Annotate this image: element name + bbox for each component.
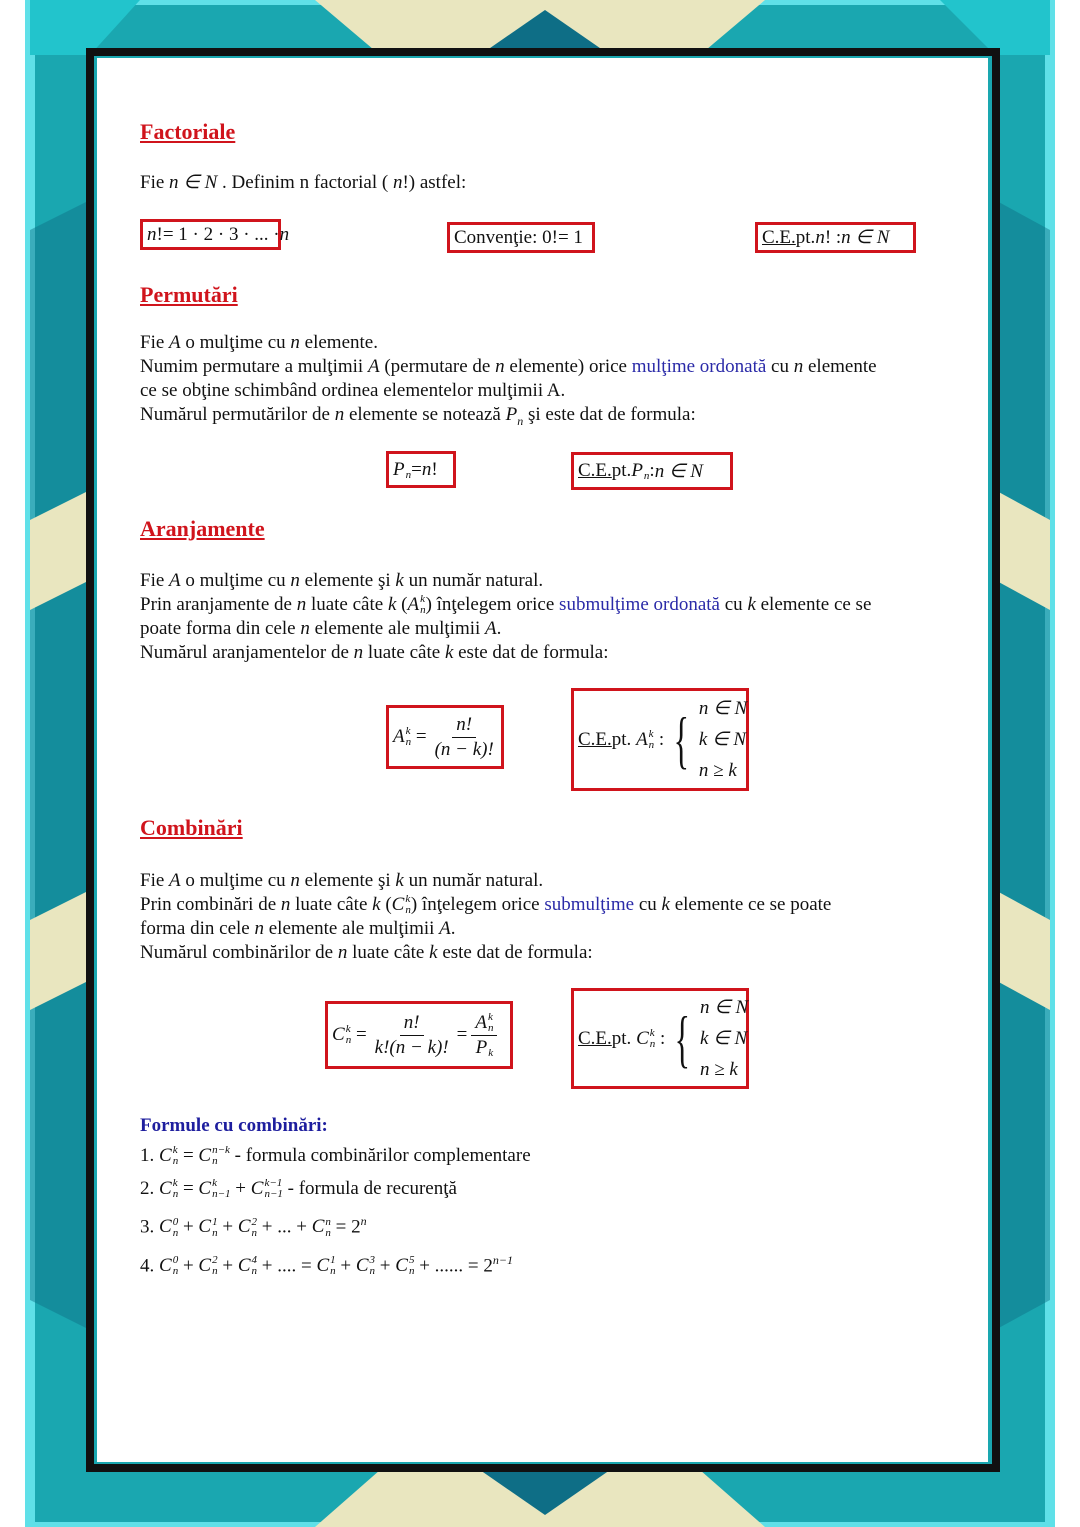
math-var: A [169, 332, 181, 353]
heading-combinari: Combinări [140, 815, 243, 840]
sub: n [405, 468, 412, 481]
condition: n ≥ k [700, 1059, 738, 1080]
formule-list [140, 1140, 531, 1283]
math-var: n [334, 404, 345, 425]
text: este dat de formula: [453, 642, 609, 663]
text: Numărul combinărilor de [140, 942, 338, 963]
math-symbol [159, 1211, 178, 1244]
sup: k [420, 593, 425, 605]
text: şi este dat de formula: [523, 404, 696, 425]
math-var: n [290, 332, 300, 353]
symbol: C [198, 1145, 212, 1166]
ce-label: C.E. [578, 1027, 612, 1049]
text: elemente. [299, 332, 378, 353]
math-var: n [495, 356, 505, 377]
math-var: n [290, 870, 300, 891]
text: Prin aranjamente de [140, 594, 297, 615]
math-symbol [159, 1250, 178, 1283]
sub: n [251, 1226, 257, 1239]
math-var: n [353, 642, 364, 663]
math-var: n [793, 356, 804, 377]
sub: n [405, 904, 411, 916]
symbol: C [159, 1216, 172, 1238]
math-var: n [290, 570, 300, 591]
sub: n [172, 1265, 179, 1278]
math-symbol [159, 1140, 178, 1173]
text: elemente) orice [504, 356, 632, 377]
math-var: n [147, 223, 157, 245]
text-line [140, 617, 871, 641]
symbol: P [475, 1036, 488, 1058]
text: elemente ce se [755, 594, 872, 615]
sub: n−1 [212, 1187, 231, 1200]
math-symbol [407, 593, 425, 617]
text: = 2 [330, 1216, 361, 1238]
math-var: n [296, 594, 307, 615]
math-symbol [198, 1173, 230, 1206]
symbol: C [391, 894, 405, 915]
text: = [178, 1177, 199, 1199]
indices [212, 1145, 230, 1167]
text: : [649, 460, 655, 481]
math-symbol [238, 1211, 257, 1244]
sup: 1 [212, 1215, 218, 1228]
sup: 4 [251, 1254, 257, 1267]
factorial-ce-box [755, 222, 916, 253]
denominator: k!(n − k)! [374, 1036, 449, 1058]
text-line [140, 917, 831, 941]
highlight-term: mulţime ordonată [631, 356, 767, 377]
text: Fie [140, 870, 170, 891]
formula-item [140, 1244, 531, 1283]
text: luate câte [306, 594, 388, 615]
sub: n [325, 1226, 331, 1239]
text: Numim permutare a mulţimii [140, 356, 368, 377]
symbol: C [395, 1255, 408, 1277]
aranjamente-ce-box: C.E. pt. A k n : { n ∈ N k ∈ N n ≥ k [571, 688, 749, 791]
text-line [140, 355, 877, 379]
sup: 3 [369, 1254, 376, 1267]
sup: 2 [251, 1215, 257, 1228]
subscript: n [517, 413, 524, 428]
text: - formula de recurenţă [282, 1177, 457, 1199]
text: != 1 · 2 · 3 · ... · [156, 223, 280, 245]
text: ) înţelegem orice [425, 594, 560, 615]
math-symbol [251, 1173, 283, 1206]
factorial-convention-box [447, 222, 595, 253]
text: elemente ce se poate [669, 894, 832, 915]
text: + [335, 1255, 356, 1277]
symbol: A [636, 728, 648, 750]
text-line [140, 569, 871, 593]
text: o mulţime cu [180, 332, 291, 353]
sub: n [172, 1187, 179, 1200]
brace: { [673, 703, 690, 775]
text: elemente şi [299, 570, 396, 591]
text: ) înţelegem orice [410, 894, 545, 915]
sub: n [408, 1265, 415, 1278]
highlight-term: submulţime ordonată [559, 594, 720, 615]
text: + [217, 1216, 238, 1238]
sub: n [172, 1226, 179, 1239]
combinari-formula-box: C k n = $\frac{n!}{k!(n - k)!}$ = A k n P k [325, 1001, 513, 1069]
permutari-paragraph [140, 331, 877, 433]
sup: 1 [330, 1254, 336, 1267]
text: ! : [824, 226, 842, 248]
sub: n [420, 604, 426, 616]
sub: n [330, 1265, 336, 1278]
symbol: C [198, 1216, 212, 1238]
factorial-definition-box [140, 219, 290, 250]
math-var: k [387, 594, 397, 615]
text-line [140, 869, 831, 893]
math-var: A [439, 918, 451, 939]
numerator [471, 1011, 497, 1036]
text: ! [431, 458, 438, 480]
math-symbol [393, 459, 411, 481]
denominator: (n − k)! [434, 738, 494, 760]
symbol: A [475, 1011, 487, 1033]
text: Fie [140, 332, 170, 353]
text: ( [380, 894, 392, 915]
formula-lhs [393, 726, 411, 748]
math-symbol [312, 1211, 331, 1244]
fraction-2 [471, 1011, 497, 1060]
formula-item [140, 1173, 531, 1206]
symbol: C [159, 1177, 172, 1199]
symbol: C [198, 1177, 212, 1199]
math-var: n [815, 226, 825, 248]
sup: k [405, 725, 411, 737]
symbol: C [332, 1024, 345, 1045]
text: + ...... = 2 [414, 1255, 493, 1277]
symbol: C [198, 1255, 212, 1277]
math-var: k [395, 870, 404, 891]
heading-factoriale: Factoriale [140, 119, 236, 144]
text: !) astfel: [402, 172, 467, 193]
text: (permutare de [379, 356, 496, 377]
fraction [371, 1011, 453, 1060]
symbol: C [237, 1255, 251, 1277]
indices [212, 1178, 230, 1200]
math-var: k [661, 894, 670, 915]
sup: 2 [212, 1254, 218, 1267]
numerator: n! [452, 713, 476, 738]
sub: n [212, 1265, 218, 1278]
math-var: n [300, 618, 310, 639]
text: luate câte [363, 642, 445, 663]
text: . [496, 618, 502, 639]
sup: n−k [212, 1144, 230, 1157]
text: forma din cele [140, 918, 255, 939]
factorial-intro [140, 171, 466, 195]
math-symbol [198, 1140, 230, 1173]
text: Numărul aranjamentelor de [140, 642, 354, 663]
conditions [699, 693, 747, 786]
text: pt. [611, 460, 632, 481]
fraction [431, 713, 498, 762]
sup: n [325, 1215, 331, 1228]
text: . [450, 918, 456, 939]
symbol: A [393, 726, 405, 747]
math-var: n [392, 172, 403, 193]
underlined-text: C.E. [762, 226, 796, 248]
text: un număr natural. [403, 570, 544, 591]
symbol: C [159, 1145, 172, 1166]
ce-label: C.E. [578, 728, 612, 750]
symbol: C [355, 1255, 369, 1277]
heading-formule: Formule cu combinări: [140, 1115, 328, 1136]
text: Fie [140, 172, 170, 193]
combinari-paragraph [140, 869, 831, 965]
math-var: k [395, 570, 404, 591]
math-symbol [198, 1250, 217, 1283]
text: cu [634, 894, 662, 915]
text: un număr natural. [403, 870, 544, 891]
math-var: k [429, 942, 438, 963]
text: + .... = [257, 1255, 317, 1277]
text: 3. [140, 1216, 159, 1238]
permutari-formula-box [386, 451, 456, 488]
aranjamente-formula-box: A k n = $\frac{n!}{(n - k)!}$ [386, 705, 504, 769]
formula-item [140, 1205, 531, 1244]
math-var: A [169, 870, 181, 891]
sup: 5 [408, 1254, 415, 1267]
aranjamente-paragraph [140, 569, 871, 665]
sup: k [345, 1023, 351, 1035]
sup: 0 [172, 1215, 179, 1228]
combinari-ce-box: C.E. pt. C k n : { n ∈ N k ∈ N n ≥ k [571, 988, 749, 1089]
text: ( [396, 594, 408, 615]
text: poate forma din cele [140, 618, 301, 639]
text: ce se obţine schimbând ordinea elementelor mulţimii A. [140, 380, 566, 401]
text: + [375, 1255, 396, 1277]
text: Convenţie: 0!= 1 [454, 226, 583, 248]
math-var: n [279, 223, 290, 245]
sub: n [487, 1021, 494, 1034]
text: + [217, 1255, 238, 1277]
math-var: n ∈ N [841, 227, 890, 248]
heading-aranjamente: Aranjamente [140, 516, 265, 541]
symbol: C [316, 1255, 330, 1277]
sup: k [649, 1026, 655, 1039]
condition: n ∈ N [700, 997, 749, 1018]
text: este dat de formula: [437, 942, 593, 963]
sup: k [648, 727, 654, 740]
text: . Definim n factorial ( [217, 172, 393, 193]
formula-lhs [332, 1024, 351, 1046]
text: cu [766, 356, 794, 377]
sub: k [488, 1046, 494, 1059]
text: elemente ale mulţimii [263, 918, 440, 939]
sub: n [643, 470, 650, 482]
sup: k [405, 893, 411, 905]
math-var: n [421, 458, 432, 480]
sub: n [212, 1155, 218, 1168]
condition: n ≥ k [698, 760, 737, 781]
math-var: n ∈ N [169, 172, 218, 193]
sup: k [172, 1144, 178, 1157]
math-symbol [395, 1250, 414, 1283]
indices [264, 1178, 282, 1200]
formula-item [140, 1140, 531, 1173]
sub: n [648, 738, 655, 751]
sub: n−1 [264, 1187, 283, 1200]
math-var: A [169, 570, 181, 591]
text: cu [720, 594, 748, 615]
superscript: n−1 [492, 1252, 513, 1267]
math-symbol [316, 1250, 335, 1283]
denominator [472, 1036, 498, 1060]
text: = [178, 1145, 199, 1166]
text-line [140, 403, 877, 433]
symbol: C [159, 1255, 172, 1277]
text-line [140, 641, 871, 665]
math-symbol [631, 460, 649, 482]
heading-permutari: Permutări [140, 282, 238, 307]
sup: k [487, 1010, 493, 1023]
sup: k−1 [264, 1176, 283, 1189]
math-var: n [337, 942, 348, 963]
math-var: A [367, 356, 380, 377]
text: elemente şi [299, 870, 396, 891]
sub: n [649, 1037, 656, 1050]
symbol: A [407, 594, 420, 615]
text: luate câte [347, 942, 430, 963]
permutari-ce-box [571, 452, 733, 490]
text: + [230, 1177, 251, 1199]
symbol: P [631, 460, 643, 481]
math-var: n [254, 918, 264, 939]
text: o mulţime cu [180, 870, 291, 891]
text: o mulţime cu [180, 570, 291, 591]
text: luate câte [290, 894, 373, 915]
sub: n [251, 1265, 257, 1278]
condition: k ∈ N [700, 1028, 748, 1049]
sup: k [172, 1176, 178, 1189]
math-symbol [159, 1173, 178, 1206]
symbol: C [237, 1216, 251, 1238]
brace: { [674, 1002, 691, 1074]
conditions [700, 992, 748, 1085]
math-var: n [280, 894, 291, 915]
sup: 0 [172, 1254, 179, 1267]
math-symbol [392, 893, 411, 917]
ce-symbol [636, 1028, 655, 1050]
pt-label: pt. [611, 728, 632, 750]
math-var: P [505, 404, 518, 425]
symbol: C [636, 1027, 649, 1049]
math-var: A [485, 618, 497, 639]
condition: n ∈ N [698, 698, 748, 719]
pt-label: pt. [611, 1027, 632, 1049]
text: elemente se notează [344, 404, 506, 425]
math-var: n ∈ N [654, 460, 703, 482]
math-var: k [372, 894, 381, 915]
text: Prin combinări de [140, 894, 281, 915]
highlight-term: submulţime [544, 894, 635, 915]
text: pt. [795, 226, 816, 248]
text: Fie [140, 570, 170, 591]
text-line [140, 941, 831, 965]
text: 2. [140, 1177, 159, 1199]
text-line [140, 593, 871, 617]
text: 4. [140, 1255, 159, 1277]
symbol: C [311, 1216, 325, 1238]
text: + ... + [257, 1216, 312, 1238]
text: + [178, 1216, 199, 1238]
sup: k [212, 1176, 217, 1189]
condition: k ∈ N [698, 729, 747, 750]
text-line [140, 331, 877, 355]
text: = [411, 458, 422, 480]
sub: n [212, 1226, 218, 1239]
sub: n [405, 736, 412, 748]
text: elemente ale mulţimii [309, 618, 486, 639]
sub: n [172, 1155, 179, 1168]
math-var: k [747, 594, 756, 615]
symbol: C [250, 1177, 264, 1199]
sub: n [369, 1265, 376, 1278]
text: + [178, 1255, 199, 1277]
underlined-text: C.E. [578, 460, 612, 481]
text-line [140, 893, 831, 917]
math-symbol [238, 1250, 257, 1283]
symbol: P [393, 458, 405, 480]
text: elemente [803, 356, 877, 377]
text: Numărul permutărilor de [140, 404, 335, 425]
math-symbol [356, 1250, 375, 1283]
ce-symbol [636, 729, 654, 751]
text: 1. [140, 1145, 159, 1166]
superscript: n [360, 1214, 367, 1228]
numerator: n! [400, 1011, 424, 1036]
text-line [140, 379, 877, 403]
math-symbol [198, 1211, 217, 1244]
sub: n [345, 1034, 352, 1046]
text: - formula combinărilor complementare [229, 1145, 531, 1166]
math-var: k [444, 642, 454, 663]
